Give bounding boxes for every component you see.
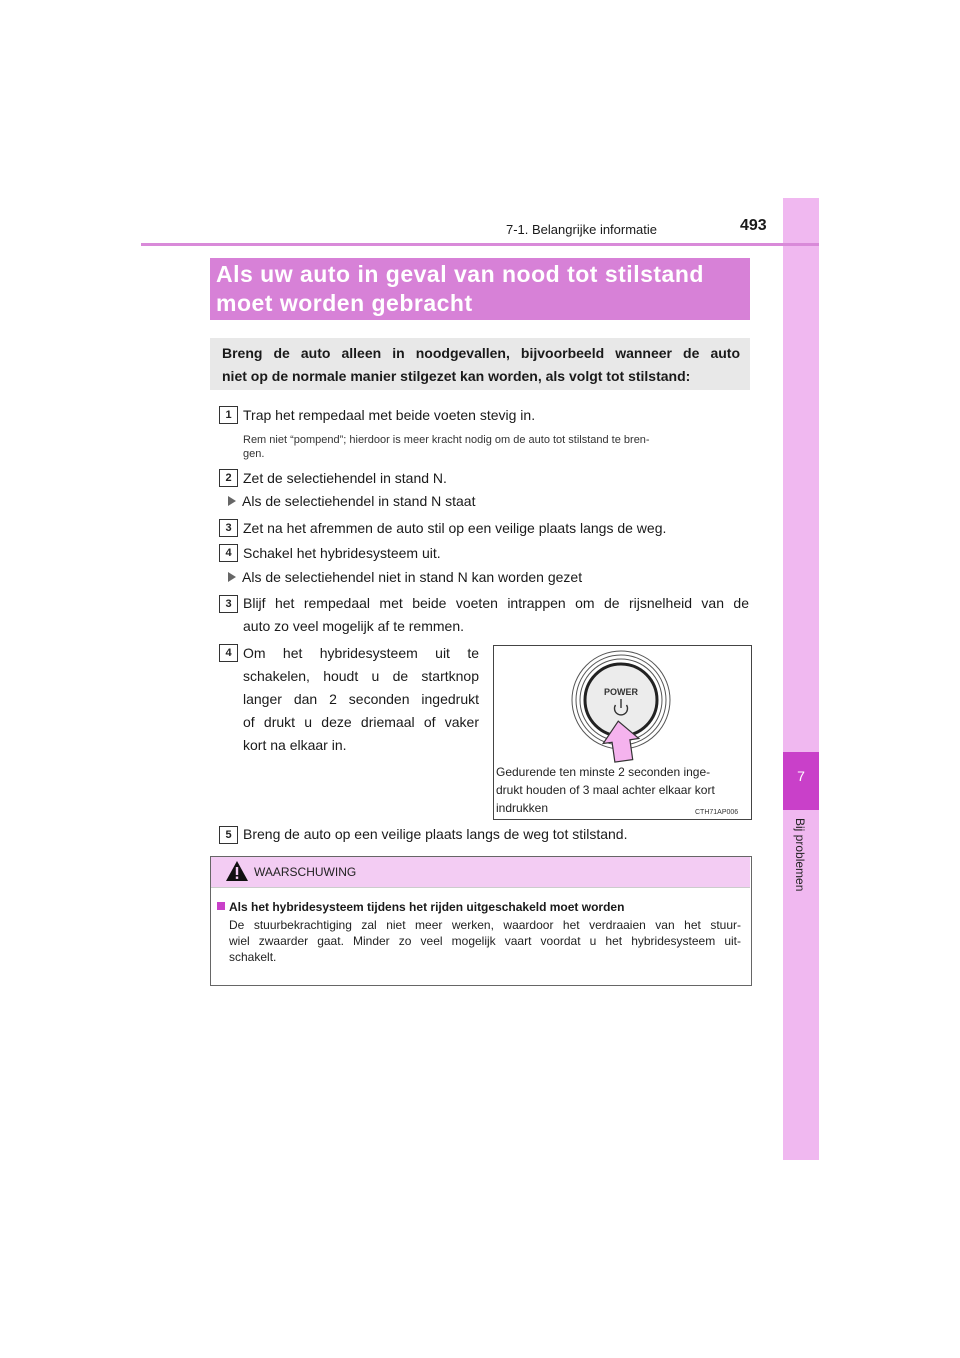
step-text-4b-line-5: kort na elkaar in. — [243, 737, 347, 753]
warning-subtitle: Als het hybridesysteem tijdens het rijden uitgeschakeld moet worden — [229, 900, 625, 914]
step-text-4b-line-4: of drukt u deze driemaal of vaker — [243, 714, 479, 730]
step-badge-2: 2 — [219, 469, 238, 487]
page-number: 493 — [740, 217, 767, 234]
condition-row-1 — [228, 490, 475, 513]
warning-body-line-2: wiel zwaarder gaat. Minder zo veel mogelijk vaart voordat u het hybridesysteem uit- — [229, 934, 741, 948]
page-title — [216, 260, 746, 318]
step-text-4b-line-2: schakelen, houdt u de startknop — [243, 668, 479, 684]
intro-text — [222, 342, 740, 388]
step-badge-4a: 4 — [219, 544, 238, 562]
step-badge-5: 5 — [219, 826, 238, 844]
power-button-illustration — [493, 645, 750, 765]
page-title-line-1: Als uw auto in geval van nood tot stilstand — [216, 261, 704, 287]
step-text-3a: Zet na het afremmen de auto stil op een veilige plaats langs de weg. — [243, 520, 667, 536]
chapter-title-vertical — [783, 818, 819, 908]
power-button-label: POWER — [603, 687, 639, 697]
step-badge-4b: 4 — [219, 644, 238, 662]
step-badge-1: 1 — [219, 406, 238, 424]
step-text-3b-line-2: auto zo veel mogelijk af te remmen. — [243, 618, 464, 634]
condition-text-1: Als de selectiehendel in stand N staat — [242, 493, 476, 509]
step-text-4b — [243, 642, 479, 757]
triangle-bullet-icon — [228, 572, 236, 582]
step-text-3b-line-1: Blijf het rempedaal met beide voeten intrappen om de rijsnelheid van de — [243, 595, 749, 611]
warning-body-line-1: De stuurbekrachtiging zal niet meer werken, waardoor het verdraaien van het stuur- — [229, 918, 741, 932]
step-text-3b — [243, 592, 749, 638]
step-text-5: Breng de auto op een veilige plaats langs de weg tot stilstand. — [243, 826, 628, 842]
warning-title: WAARSCHUWING — [254, 865, 357, 879]
step-text-4b-line-3: langer dan 2 seconden ingedrukt — [243, 691, 479, 707]
page-title-line-2: moet worden gebracht — [216, 290, 473, 316]
chapter-side-strip — [783, 198, 819, 1160]
figure-caption-line-2: drukt houden of 3 maal achter elkaar kort — [496, 783, 715, 797]
step-badge-3a: 3 — [219, 519, 238, 537]
step-text-4b-line-1: Om het hybridesysteem uit te — [243, 645, 479, 661]
header-rule — [141, 243, 819, 246]
warning-body-line-3: schakelt. — [229, 950, 277, 964]
condition-text-2: Als de selectiehendel niet in stand N kan worden gezet — [242, 569, 583, 585]
figure-code: CTH71AP006 — [695, 809, 739, 816]
condition-row-2 — [228, 566, 582, 589]
figure-caption-line-1: Gedurende ten minste 2 seconden inge- — [496, 765, 711, 779]
triangle-bullet-icon — [228, 496, 236, 506]
warning-triangle-icon — [225, 860, 249, 882]
step-note-1-line-2: gen. — [243, 448, 265, 460]
chapter-title: Bij problemen — [793, 818, 807, 892]
intro-line-2: niet op de normale manier stilgezet kan worden, als volgt tot stilstand: — [222, 368, 691, 384]
chapter-number: 7 — [797, 768, 805, 784]
step-badge-3b: 3 — [219, 595, 238, 613]
warning-body — [229, 917, 741, 965]
section-label: 7-1. Belangrijke informatie — [506, 222, 658, 237]
step-text-1: Trap het rempedaal met beide voeten stevig in. — [243, 407, 536, 423]
warning-bullet-icon — [217, 902, 225, 910]
step-note-1-line-1: Rem niet “pompend”; hierdoor is meer kracht nodig om de auto tot stilstand te bren- — [243, 434, 650, 446]
figure-caption-line-3: indrukken — [496, 801, 549, 815]
intro-line-1: Breng de auto alleen in noodgevallen, bijvoorbeeld wanneer de auto — [222, 345, 740, 361]
step-note-1 — [243, 433, 749, 461]
step-text-2: Zet de selectiehendel in stand N. — [243, 470, 447, 486]
step-text-4a: Schakel het hybridesysteem uit. — [243, 545, 441, 561]
